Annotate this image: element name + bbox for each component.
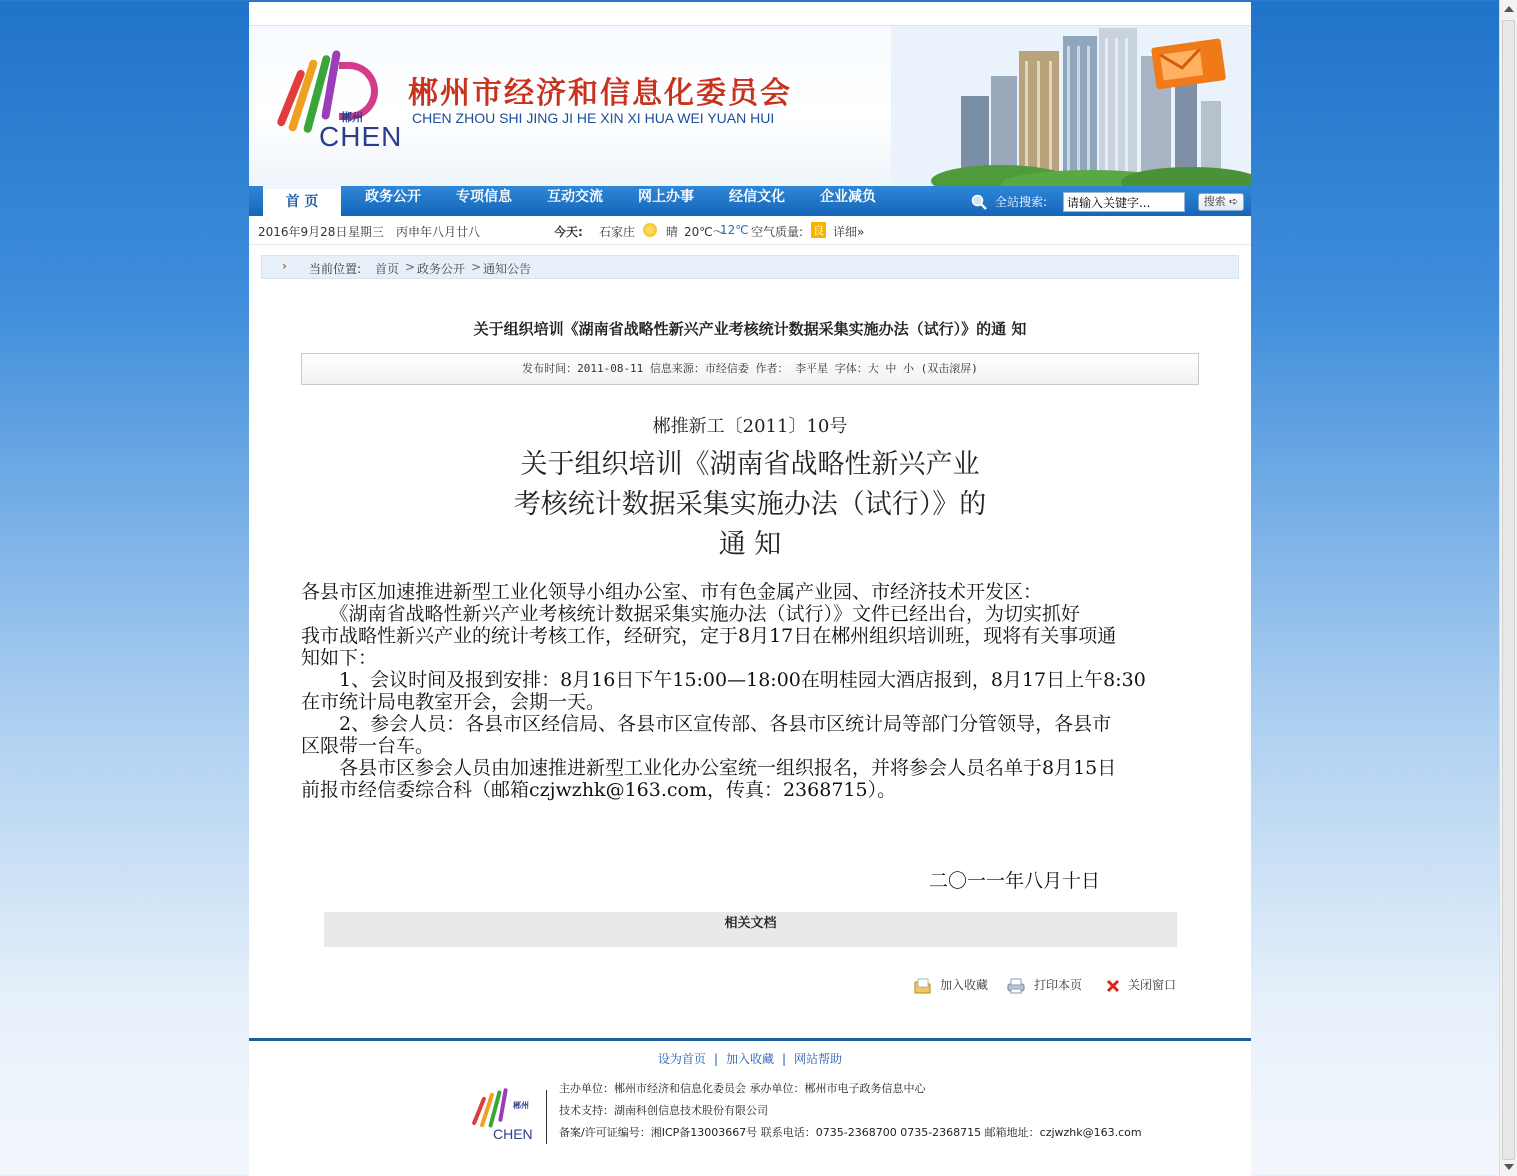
article-title: 关于组织培训《湖南省战略性新兴产业考核统计数据采集实施办法（试行）》的通 知 bbox=[473, 320, 1027, 338]
printer-icon bbox=[1006, 978, 1026, 994]
body-line: 各县市区加速推进新型工业化领导小组办公室、市有色金属产业园、市经济技术开发区： bbox=[301, 581, 1043, 603]
document-date: 二〇一一年八月十日 bbox=[929, 870, 1101, 892]
logo-text: CHEN bbox=[319, 121, 403, 152]
body-line: 各县市区参会人员由加速推进新型工业化办公室统一组织报名，并将参会人员名单于8月15日 bbox=[301, 757, 1117, 779]
footer-link-sep: | bbox=[713, 1052, 718, 1066]
breadcrumb-sep: > bbox=[471, 260, 482, 274]
nav-item-special[interactable]: 专项信息 bbox=[456, 189, 512, 205]
scroll-down-icon[interactable] bbox=[1504, 1164, 1514, 1170]
search-button[interactable] bbox=[1198, 193, 1244, 211]
search-input[interactable] bbox=[1063, 192, 1185, 212]
arrow-right-icon: ➪ bbox=[1229, 195, 1239, 208]
breadcrumb-label: 当前位置: bbox=[309, 262, 362, 276]
body-line: 《湖南省战略性新兴产业考核统计数据采集实施办法（试行）》文件已经出台，为切实抓好 bbox=[301, 603, 1081, 625]
footer-link-homepage[interactable]: 设为首页 bbox=[657, 1052, 706, 1066]
document-heading-line1: 关于组织培训《湖南省战略性新兴产业 bbox=[520, 449, 980, 480]
footer-links bbox=[249, 1050, 1251, 1067]
lunar-date: 丙申年八月廿八 bbox=[396, 225, 481, 239]
site-banner bbox=[249, 26, 1251, 186]
search-button-label: 搜索 bbox=[1203, 195, 1226, 208]
breadcrumb-notices[interactable]: 通知公告 bbox=[483, 262, 532, 276]
scrollbar-thumb[interactable] bbox=[1502, 20, 1515, 1160]
temp-high: 20℃～ bbox=[684, 225, 725, 239]
footer-logo-text: CHEN bbox=[493, 1126, 533, 1142]
body-line: 2、参会人员：各县市区经信局、各县市区宣传部、各县市区统计局等部门分管领导，各县市 bbox=[301, 713, 1112, 735]
site-subtitle: CHEN ZHOU SHI JING JI HE XIN XI HUA WEI YUAN HUI bbox=[412, 110, 775, 126]
close-window-label: 关闭窗口 bbox=[1128, 978, 1177, 992]
air-quality-label: 空气质量: bbox=[751, 225, 804, 239]
print-label: 打印本页 bbox=[1034, 978, 1083, 992]
print-button[interactable] bbox=[1006, 976, 1082, 994]
sun-icon bbox=[643, 223, 657, 237]
body-line: 知如下： bbox=[301, 647, 378, 669]
weather-detail-link[interactable]: 详细» bbox=[833, 225, 865, 239]
nav-item-reduce[interactable]: 企业减负 bbox=[820, 189, 876, 205]
search-label: 全站搜索: bbox=[995, 195, 1048, 209]
weekday: 星期三 bbox=[348, 225, 385, 239]
body-line: 区限带一台车。 bbox=[301, 735, 435, 757]
breadcrumb bbox=[261, 255, 1239, 279]
page-container bbox=[249, 2, 1251, 1176]
search-icon bbox=[971, 194, 987, 210]
add-favorite-label: 加入收藏 bbox=[940, 978, 989, 992]
footer-tech: 技术支持：湖南科创信息技术股份有限公司 bbox=[559, 1104, 768, 1117]
footer-link-help[interactable]: 网站帮助 bbox=[794, 1052, 843, 1066]
breadcrumb-government[interactable]: 政务公开 bbox=[417, 262, 466, 276]
current-date: 2016年9月28日 bbox=[258, 225, 348, 239]
document-number: 郴推新工〔2011〕10号 bbox=[652, 416, 848, 437]
city-skyline-illustration bbox=[891, 26, 1251, 186]
document-heading-line2: 考核统计数据采集实施办法（试行）》的 bbox=[513, 489, 987, 520]
nav-item-interaction[interactable]: 互动交流 bbox=[547, 189, 603, 205]
weather-condition: 晴 bbox=[666, 225, 679, 239]
add-favorite-button[interactable] bbox=[914, 976, 988, 994]
article-meta: 发布时间：2011-08-11 信息来源：市经信委 作者： 李平星 字体：大 中 小 (双击滚屏) bbox=[301, 353, 1199, 385]
related-docs-header: 相关文档 bbox=[324, 912, 1177, 947]
footer-divider bbox=[249, 1038, 1251, 1041]
body-line: 前报市经信委综合科（邮箱czjwzhk@163.com，传真：2368715）。 bbox=[301, 779, 897, 801]
folder-star-icon bbox=[914, 978, 932, 994]
body-line: 我市战略性新兴产业的统计考核工作，经研究，定于8月17日在郴州组织培训班，现将有关事项通 bbox=[301, 625, 1117, 647]
body-line: 在市统计局电教室开会，会期一天。 bbox=[301, 691, 606, 713]
footer-link-favorite[interactable]: 加入收藏 bbox=[725, 1052, 774, 1066]
main-nav bbox=[249, 186, 1251, 216]
weather-city: 石家庄 bbox=[599, 225, 636, 239]
info-bar bbox=[249, 216, 1251, 245]
site-title: 郴州市经济和信息化委员会 bbox=[408, 76, 792, 111]
footer-host: 主办单位：郴州市经济和信息化委员会 承办单位：郴州市电子政务信息中心 bbox=[559, 1082, 926, 1095]
scroll-up-icon[interactable] bbox=[1504, 6, 1514, 12]
nav-item-home[interactable]: 首 页 bbox=[263, 186, 341, 216]
top-strip bbox=[249, 2, 1251, 26]
breadcrumb-sep: > bbox=[405, 260, 416, 274]
logo-cn-text: 郴州 bbox=[341, 111, 363, 124]
breadcrumb-arrow-icon: › bbox=[282, 259, 287, 273]
footer-logo bbox=[473, 1088, 537, 1146]
air-quality-badge: 良 bbox=[813, 224, 824, 237]
site-logo[interactable] bbox=[277, 48, 403, 168]
footer-logo-cn: 郴州 bbox=[513, 1101, 529, 1110]
footer-vertical-divider bbox=[546, 1090, 547, 1144]
breadcrumb-home[interactable]: 首页 bbox=[375, 262, 400, 276]
nav-item-government[interactable]: 政务公开 bbox=[365, 189, 421, 205]
weather-today-label: 今天: bbox=[554, 225, 583, 239]
temp-low: 12℃ bbox=[720, 223, 749, 237]
nav-item-online[interactable]: 网上办事 bbox=[638, 189, 694, 205]
vertical-scrollbar[interactable] bbox=[1499, 0, 1517, 1176]
footer-link-sep: | bbox=[782, 1052, 787, 1066]
document-heading-line3: 通 知 bbox=[718, 529, 782, 560]
body-line: 1、会议时间及报到安排：8月16日下午15:00—18:00在明桂园大酒店报到，8月17日上午8:30 bbox=[301, 669, 1146, 691]
nav-item-culture[interactable]: 经信文化 bbox=[729, 189, 785, 205]
close-window-button[interactable] bbox=[1106, 976, 1176, 993]
footer-icp: 备案/许可证编号：湘ICP备13003667号 联系电话：0735-2368700 0735-2368715 邮箱地址：czjwzhk@163.com bbox=[559, 1126, 1142, 1139]
close-icon bbox=[1106, 979, 1120, 993]
